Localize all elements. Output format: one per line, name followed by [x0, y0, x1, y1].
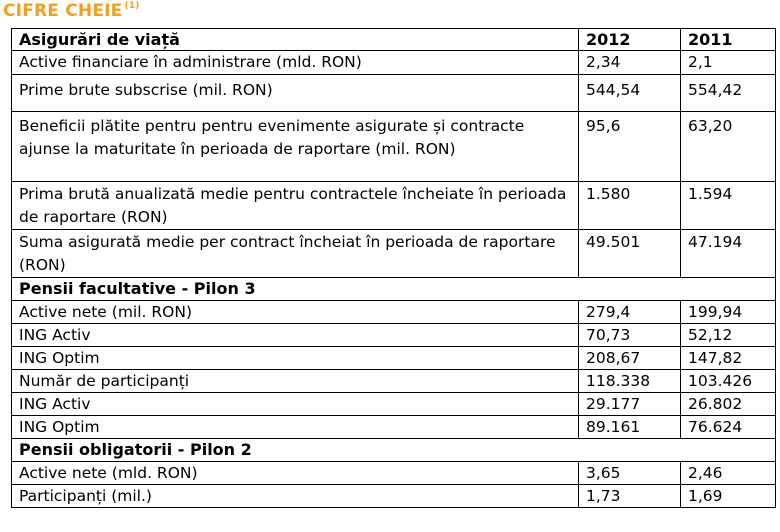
value-2011: 1.594 [681, 182, 776, 230]
header-label: Asigurări de viață [12, 29, 579, 51]
value-2012: 118.338 [579, 370, 681, 393]
value-2012: 544,54 [579, 75, 681, 112]
section-header-pillar-3 [12, 278, 776, 301]
table-row [12, 462, 776, 485]
value-2011: 76.624 [681, 416, 776, 439]
row-label: ING Optim [12, 416, 579, 439]
row-label: Active financiare în administrare (mld. RON) [12, 51, 579, 75]
row-label: Active nete (mld. RON) [12, 462, 579, 485]
table-row [12, 112, 776, 182]
title-footnote-marker: (1) [124, 1, 140, 11]
value-2011: 554,42 [681, 75, 776, 112]
row-label: Prime brute subscrise (mil. RON) [12, 75, 579, 112]
table-row [12, 393, 776, 416]
value-2011: 26.802 [681, 393, 776, 416]
value-2012: 2,34 [579, 51, 681, 75]
value-2011: 63,20 [681, 112, 776, 182]
section-title: Pensii obligatorii - Pilon 2 [12, 439, 776, 462]
row-label: Active nete (mil. RON) [12, 301, 579, 324]
title-text: CIFRE CHEIE [3, 1, 123, 21]
table-row [12, 324, 776, 347]
row-label: ING Optim [12, 347, 579, 370]
value-2012: 3,65 [579, 462, 681, 485]
row-label: Prima brută anualizată medie pentru contractele încheiate în perioada de raportare (RON) [12, 182, 579, 230]
value-2011: 52,12 [681, 324, 776, 347]
value-2012: 29.177 [579, 393, 681, 416]
header-year-2011: 2011 [681, 29, 776, 51]
row-label: Număr de participanți [12, 370, 579, 393]
value-2011: 47.194 [681, 230, 776, 278]
value-2012: 95,6 [579, 112, 681, 182]
row-label: Suma asigurată medie per contract încheiat în perioada de raportare (RON) [12, 230, 579, 278]
section-title: Pensii facultative - Pilon 3 [12, 278, 776, 301]
value-2012: 49.501 [579, 230, 681, 278]
value-2011: 1,69 [681, 485, 776, 508]
row-label: Participanți (mil.) [12, 485, 579, 508]
table-header-row [12, 29, 776, 51]
header-year-2012: 2012 [579, 29, 681, 51]
table-row [12, 485, 776, 508]
value-2011: 103.426 [681, 370, 776, 393]
section-header-pillar-2 [12, 439, 776, 462]
value-2012: 1.580 [579, 182, 681, 230]
value-2011: 2,1 [681, 51, 776, 75]
table-row [12, 51, 776, 75]
value-2011: 199,94 [681, 301, 776, 324]
page-title [3, 1, 140, 21]
table-row [12, 75, 776, 112]
row-label: ING Activ [12, 324, 579, 347]
table-row [12, 347, 776, 370]
row-label: Beneficii plătite pentru pentru evenimente asigurate și contracte ajunse la maturitate în perioada de raportare (mil. RON) [12, 112, 579, 182]
value-2012: 1,73 [579, 485, 681, 508]
table-row [12, 182, 776, 230]
table-row [12, 301, 776, 324]
value-2011: 2,46 [681, 462, 776, 485]
table-row [12, 370, 776, 393]
value-2012: 70,73 [579, 324, 681, 347]
value-2011: 147,82 [681, 347, 776, 370]
table-row [12, 230, 776, 278]
row-label: ING Activ [12, 393, 579, 416]
table-row [12, 416, 776, 439]
value-2012: 89.161 [579, 416, 681, 439]
value-2012: 279,4 [579, 301, 681, 324]
key-figures-table [11, 28, 776, 508]
value-2012: 208,67 [579, 347, 681, 370]
